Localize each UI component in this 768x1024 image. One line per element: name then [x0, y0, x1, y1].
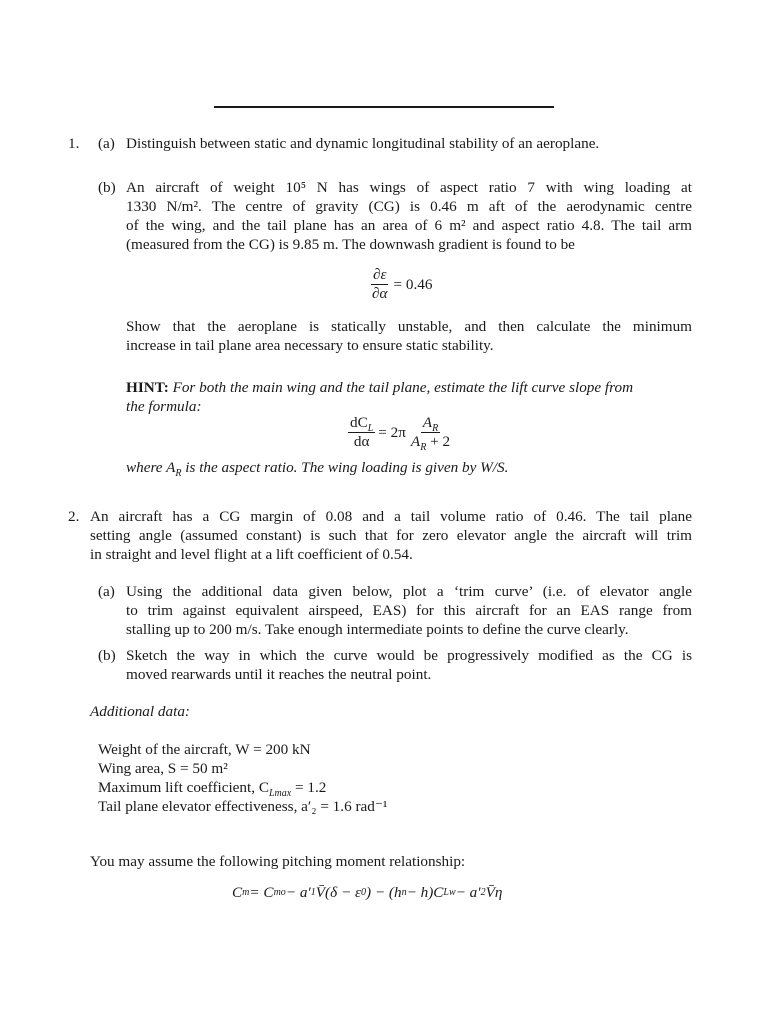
q1b-line: (measured from the CG) is 9.85 m. The downwash gradient is found to be: [126, 236, 575, 253]
q2b-label: (b): [98, 647, 116, 664]
q1b-label: (b): [98, 179, 116, 196]
rhs-denominator: [409, 433, 452, 454]
pm-part: = C: [249, 884, 274, 901]
rhs-denominator-text: A: [410, 433, 421, 450]
data-line-weight: Weight of the aircraft, W = 200 kN: [98, 741, 311, 758]
pitching-moment-equation: C m = C mo − a′ 1 V̄(δ − ε 0 ) − (h n − h)C Lw − a′ 2 V̄η: [232, 884, 503, 901]
lhs-numerator: [348, 414, 375, 433]
where-text: where A: [126, 459, 176, 476]
q2-number: 2.: [68, 508, 80, 525]
clmax-text: Maximum lift coefficient, C: [98, 779, 269, 796]
lhs-denominator: dα: [353, 433, 370, 450]
data-line-elevator: Tail plane elevator effectiveness, a′₂ = 1.6 rad⁻¹: [98, 798, 388, 815]
rhs-numerator-sub: R: [432, 423, 439, 435]
q2b-line: Sketch the way in which the curve would be progressively modified as the CG is: [126, 647, 692, 664]
q2b-line: moved rearwards until it reaches the neutral point.: [126, 666, 432, 683]
rhs-numerator: [421, 414, 440, 433]
downwash-fraction: [370, 266, 389, 303]
where-sub: R: [175, 468, 182, 480]
data-line-clmax: [98, 778, 327, 800]
q1-show-line: increase in tail plane area necessary to ensure static stability.: [126, 337, 494, 354]
q2-line: setting angle (assumed constant) is such that for zero elevator angle the aircraft will trim: [90, 527, 692, 544]
q2-line: An aircraft has a CG margin of 0.08 and a tail volume ratio of 0.46. The tail plane: [90, 508, 692, 525]
q2a-line: to trim against equivalent airspeed, EAS) for this aircraft for an EAS range from: [126, 602, 692, 619]
pm-part: V̄η: [485, 884, 503, 901]
pm-c: C: [232, 884, 243, 901]
q2-line: in straight and level flight at a lift coefficient of 0.54.: [90, 546, 413, 563]
hint-line-2: the formula:: [126, 398, 202, 415]
lift-slope-rhs: [409, 414, 452, 454]
clmax-tail: = 1.2: [291, 779, 327, 796]
pm-part: − h)C: [406, 884, 444, 901]
downwash-numerator: ∂ε: [372, 266, 387, 283]
lift-slope-mid: = 2π: [378, 423, 406, 441]
downwash-value: = 0.46: [393, 275, 433, 293]
hint-text: For both the main wing and the tail plane, estimate the lift curve slope from: [168, 379, 634, 396]
rhs-numerator-text: A: [422, 414, 433, 431]
clmax-sub: Lmax: [268, 788, 292, 800]
pm-part: − a′: [285, 884, 311, 901]
where-line: [126, 458, 509, 480]
hint-label: HINT:: [126, 379, 169, 396]
q1-show-line: Show that the aeroplane is statically unstable, and then calculate the minimum: [126, 318, 692, 335]
q2a-label: (a): [98, 583, 115, 600]
lift-slope-equation: [348, 414, 452, 454]
pm-part: V̄(δ − ε: [315, 884, 361, 901]
q1a-text: Distinguish between static and dynamic longitudinal stability of an aeroplane.: [126, 135, 600, 152]
data-line-area: Wing area, S = 50 m²: [98, 760, 228, 777]
q1a-label: (a): [98, 135, 115, 152]
q2a-line: Using the additional data given below, plot a ‘trim curve’ (i.e. of elevator angle: [126, 583, 692, 600]
q1-number: 1.: [68, 135, 80, 152]
lhs-numerator-text: dC: [350, 414, 368, 431]
q1b-line: An aircraft of weight 10⁵ N has wings of aspect ratio 7 with wing loading at: [126, 179, 692, 196]
assume-line: You may assume the following pitching moment relationship:: [90, 853, 466, 870]
q1b-line: 1330 N/m². The centre of gravity (CG) is 0.46 m aft of the aerodynamic centre: [126, 198, 692, 215]
header-rule: [214, 106, 554, 108]
q2a-line: stalling up to 200 m/s. Take enough intermediate points to define the curve clearly.: [126, 621, 629, 638]
hint-line: [126, 378, 692, 397]
q1b-line: of the wing, and the tail plane has an area of 6 m² and aspect ratio 4.8. The tail arm: [126, 217, 692, 234]
rhs-denominator-sub: R: [420, 442, 427, 454]
lift-slope-lhs: [348, 414, 375, 451]
where-tail: is the aspect ratio. The wing loading is given by W/S.: [181, 459, 509, 476]
pm-part: − a′: [455, 884, 481, 901]
downwash-denominator: ∂α: [372, 285, 388, 302]
additional-data-heading: Additional data:: [90, 703, 190, 720]
rhs-denominator-tail: + 2: [426, 433, 451, 450]
downwash-equation: [370, 266, 432, 303]
lhs-numerator-sub: L: [367, 423, 374, 435]
pm-part: ) − (h: [366, 884, 402, 901]
